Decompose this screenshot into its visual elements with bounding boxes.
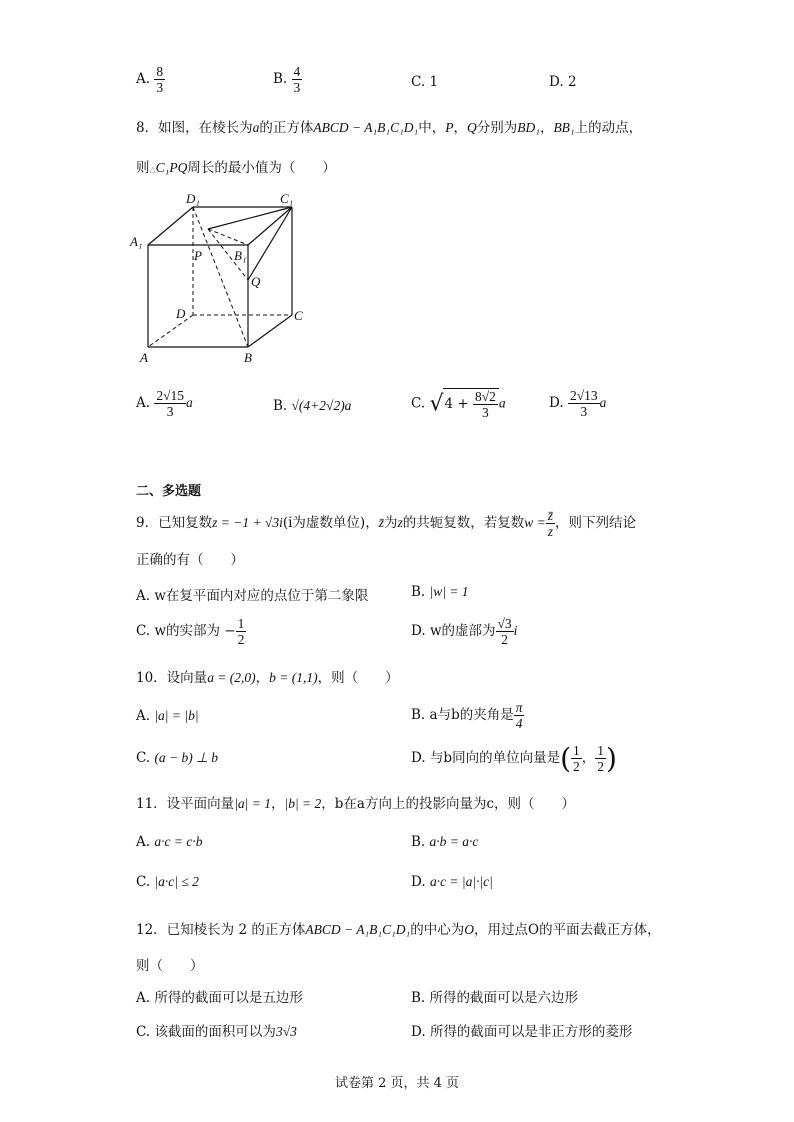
fraction: $\frac{1}{2}$ — [237, 616, 245, 647]
q12-option-b: B. 所得的截面可以是六边形 — [411, 990, 579, 1006]
q9-stem-line2: 正确的有（ ） — [136, 552, 244, 568]
q9-option-b: B. |w| = 1 — [411, 584, 469, 600]
label-c: C — [294, 308, 303, 323]
fraction: $\frac{8√2}{3}$ — [474, 389, 496, 420]
paren-right-icon: ) — [606, 742, 617, 775]
q10-stem: 10．设向量a = (2,0)，b = (1,1)，则（ ） — [136, 670, 399, 686]
section-heading: 二、多选题 — [136, 484, 202, 499]
q9-option-a: A. w在复平面内对应的点位于第二象限 — [136, 588, 369, 604]
paren-left-icon: ( — [560, 742, 572, 775]
label-q: Q — [251, 274, 261, 289]
q8-option-a: A. $\frac{2√15}{3}$ a — [136, 388, 193, 419]
fraction: $\frac{1}{2}$ — [573, 743, 580, 774]
cube-figure — [128, 190, 318, 366]
q8-stem-line1: 8．如图，在棱长为a的正方体ABCD − A₁B₁C₁D₁中，P，Q分别为BD₁，BB₁上的动点， — [136, 120, 643, 136]
q10-option-d: D. 与b同向的单位向量是( $\frac{1}{2}$ ， $\frac{1}{2}$ ) — [411, 742, 617, 775]
label-b1: B₁ — [234, 248, 247, 263]
q7-option-a: A. $\frac{8}{3}$ — [136, 64, 164, 95]
label-p: P — [194, 248, 202, 263]
label-d1: D₁ — [186, 191, 200, 206]
fraction: $\frac{2√15}{3}$ — [156, 388, 185, 419]
q9-option-c: C. w的实部为 − $\frac{1}{2}$ — [136, 616, 245, 647]
fraction: $\frac{8}{3}$ — [156, 64, 164, 95]
triangle-icon: △ — [149, 165, 156, 174]
q10-option-b: B. a与b的夹角是 $\frac{\pi}{4}$ — [411, 700, 523, 731]
q9-option-d: D. w的虚部为 $\frac{√3}{2}$ i — [411, 616, 518, 647]
fraction: $\frac{4}{3}$ — [293, 64, 301, 95]
q12-stem-line1: 12．已知棱长为 2 的正方体ABCD − A₁B₁C₁D₁的中心为O，用过点O的平面去截正方体， — [136, 922, 661, 938]
label-a: A — [140, 350, 148, 365]
radical-icon: √ — [429, 391, 444, 417]
q10-option-c: C. (a − b) ⊥ b — [136, 750, 219, 766]
q9-stem-line1: 9．已知复数z = −1 + √3i(i为虚数单位)，z̄为z的共轭复数，若复数w = $\frac{z̄}{z}$ ，则下列结论 — [136, 508, 636, 539]
fraction: $\frac{\pi}{4}$ — [515, 700, 523, 731]
label-a1: A₁ — [130, 234, 143, 249]
label-d: D — [176, 306, 186, 321]
fraction: $\frac{√3}{2}$ — [497, 616, 512, 647]
page-footer: 试卷第 2 页，共 4 页 — [334, 1076, 460, 1091]
q12-option-a: A. 所得的截面可以是五边形 — [136, 990, 303, 1006]
q12-option-c: C. 该截面的面积可以为3√3 — [136, 1024, 297, 1040]
q7-option-c: C. 1 — [411, 74, 439, 90]
fraction: $\frac{1}{2}$ — [597, 743, 605, 774]
q8-option-b: B. √(4+2√2)a — [273, 398, 352, 414]
label-b: B — [244, 350, 252, 365]
q8-option-c: C. √4 + $\frac{8√2}{3}$ a — [411, 389, 506, 420]
q7-option-b: B. $\frac{4}{3}$ — [273, 64, 301, 95]
q7-option-d: D. 2 — [549, 74, 577, 90]
q11-option-c: C. |a·c| ≤ 2 — [136, 874, 199, 890]
fraction: $\frac{z̄}{z}$ — [547, 508, 553, 539]
q11-option-a: A. a·c = c·b — [136, 834, 203, 850]
q12-option-d: D. 所得的截面可以是非正方形的菱形 — [411, 1024, 633, 1040]
label-c1: C₁ — [280, 191, 294, 206]
q10-option-a: A. |a| = |b| — [136, 708, 199, 724]
q11-option-d: D. a·c = |a|·|c| — [411, 874, 493, 890]
q8-stem-line2: 则△C₁PQ周长的最小值为（ ） — [136, 160, 336, 176]
q8-option-d: D. $\frac{2√13}{3}$ a — [549, 388, 607, 419]
q11-option-b: B. a·b = a·c — [411, 834, 479, 850]
fraction: $\frac{2√13}{3}$ — [569, 388, 598, 419]
q12-stem-line2: 则（ ） — [136, 958, 204, 974]
q11-stem: 11．设平面向量|a| = 1，|b| = 2，b在a方向上的投影向量为c，则（ ） — [136, 796, 576, 812]
